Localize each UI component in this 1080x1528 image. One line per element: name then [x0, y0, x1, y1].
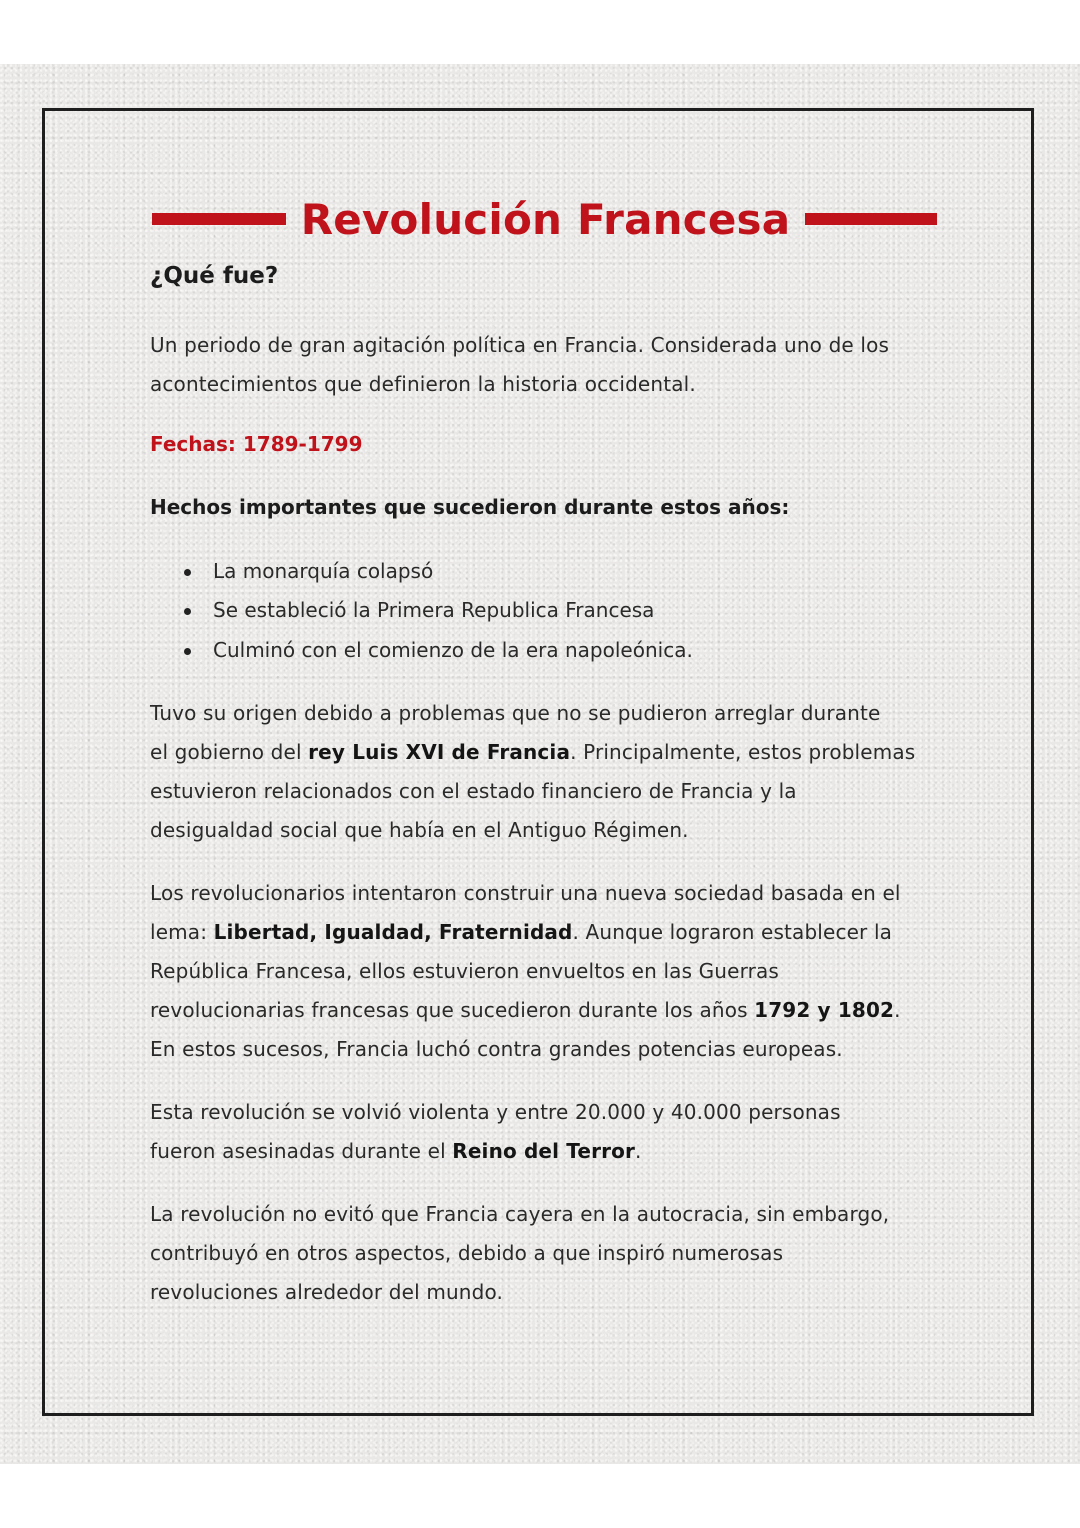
question-heading: ¿Qué fue? [150, 263, 279, 289]
legacy-line: La revolución no evitó que Francia cayera en la autocracia, sin embargo, [150, 1202, 890, 1227]
motto: Libertad, Igualdad, Fraternidad [213, 920, 573, 945]
title-row [152, 190, 937, 248]
document-content [150, 190, 940, 1312]
revolutionaries-line: Los revolucionarios intentaron construir una nueva sociedad basada en el [150, 881, 901, 906]
origin-line: estuvieron relacionados con el estado financiero de Francia y la [150, 779, 797, 804]
origin-line: el gobierno del [150, 740, 309, 765]
events-heading: Hechos importantes que sucedieron durante estos años: [150, 494, 790, 519]
list-item: La monarquía colapsó [213, 552, 940, 592]
war-years: 1792 y 1802 [754, 998, 895, 1023]
list-item: Se estableció la Primera Republica Francesa [213, 591, 940, 631]
page-title: Revolución Francesa [300, 194, 791, 244]
intro-paragraph [150, 326, 940, 404]
revolutionaries-line: lema: [150, 920, 214, 945]
intro-line: acontecimientos que definieron la historia occidental. [150, 371, 696, 396]
intro-line: Un periodo de gran agitación política en Francia. Considerada uno de los [150, 332, 890, 357]
revolutionaries-line: República Francesa, ellos estuvieron envueltos en las Guerras [150, 959, 779, 984]
origin-line: Tuvo su origen debido a problemas que no se pudieron arreglar durante [150, 701, 881, 726]
king-name: rey Luis XVI de Francia [308, 740, 571, 765]
revolutionaries-line: En estos sucesos, Francia luchó contra grandes potencias europeas. [150, 1037, 843, 1062]
origin-line: desigualdad social que había en el Antiguo Régimen. [150, 818, 689, 843]
revolutionaries-paragraph [150, 874, 940, 1069]
violence-line: fueron asesinadas durante el [150, 1139, 453, 1164]
origin-line: . Principalmente, estos problemas [570, 740, 916, 765]
reign-of-terror: Reino del Terror [452, 1139, 636, 1164]
list-item: Culminó con el comienzo de la era napoleónica. [213, 631, 940, 671]
events-list [150, 552, 940, 671]
revolutionaries-line: revolucionarias francesas que sucedieron durante los años [150, 998, 755, 1023]
violence-line: . [635, 1139, 642, 1164]
revolutionaries-line: . [894, 998, 901, 1023]
legacy-line: contribuyó en otros aspectos, debido a que inspiró numerosas [150, 1241, 784, 1266]
title-bar-left [152, 213, 286, 225]
title-bar-right [805, 213, 937, 225]
legacy-line: revoluciones alrededor del mundo. [150, 1280, 503, 1305]
dates-label: Fechas: 1789-1799 [150, 431, 363, 456]
legacy-paragraph [150, 1195, 940, 1312]
violence-paragraph [150, 1093, 940, 1171]
origin-paragraph [150, 694, 940, 850]
revolutionaries-line: . Aunque lograron establecer la [572, 920, 893, 945]
violence-line: Esta revolución se volvió violenta y entre 20.000 y 40.000 personas [150, 1100, 841, 1125]
